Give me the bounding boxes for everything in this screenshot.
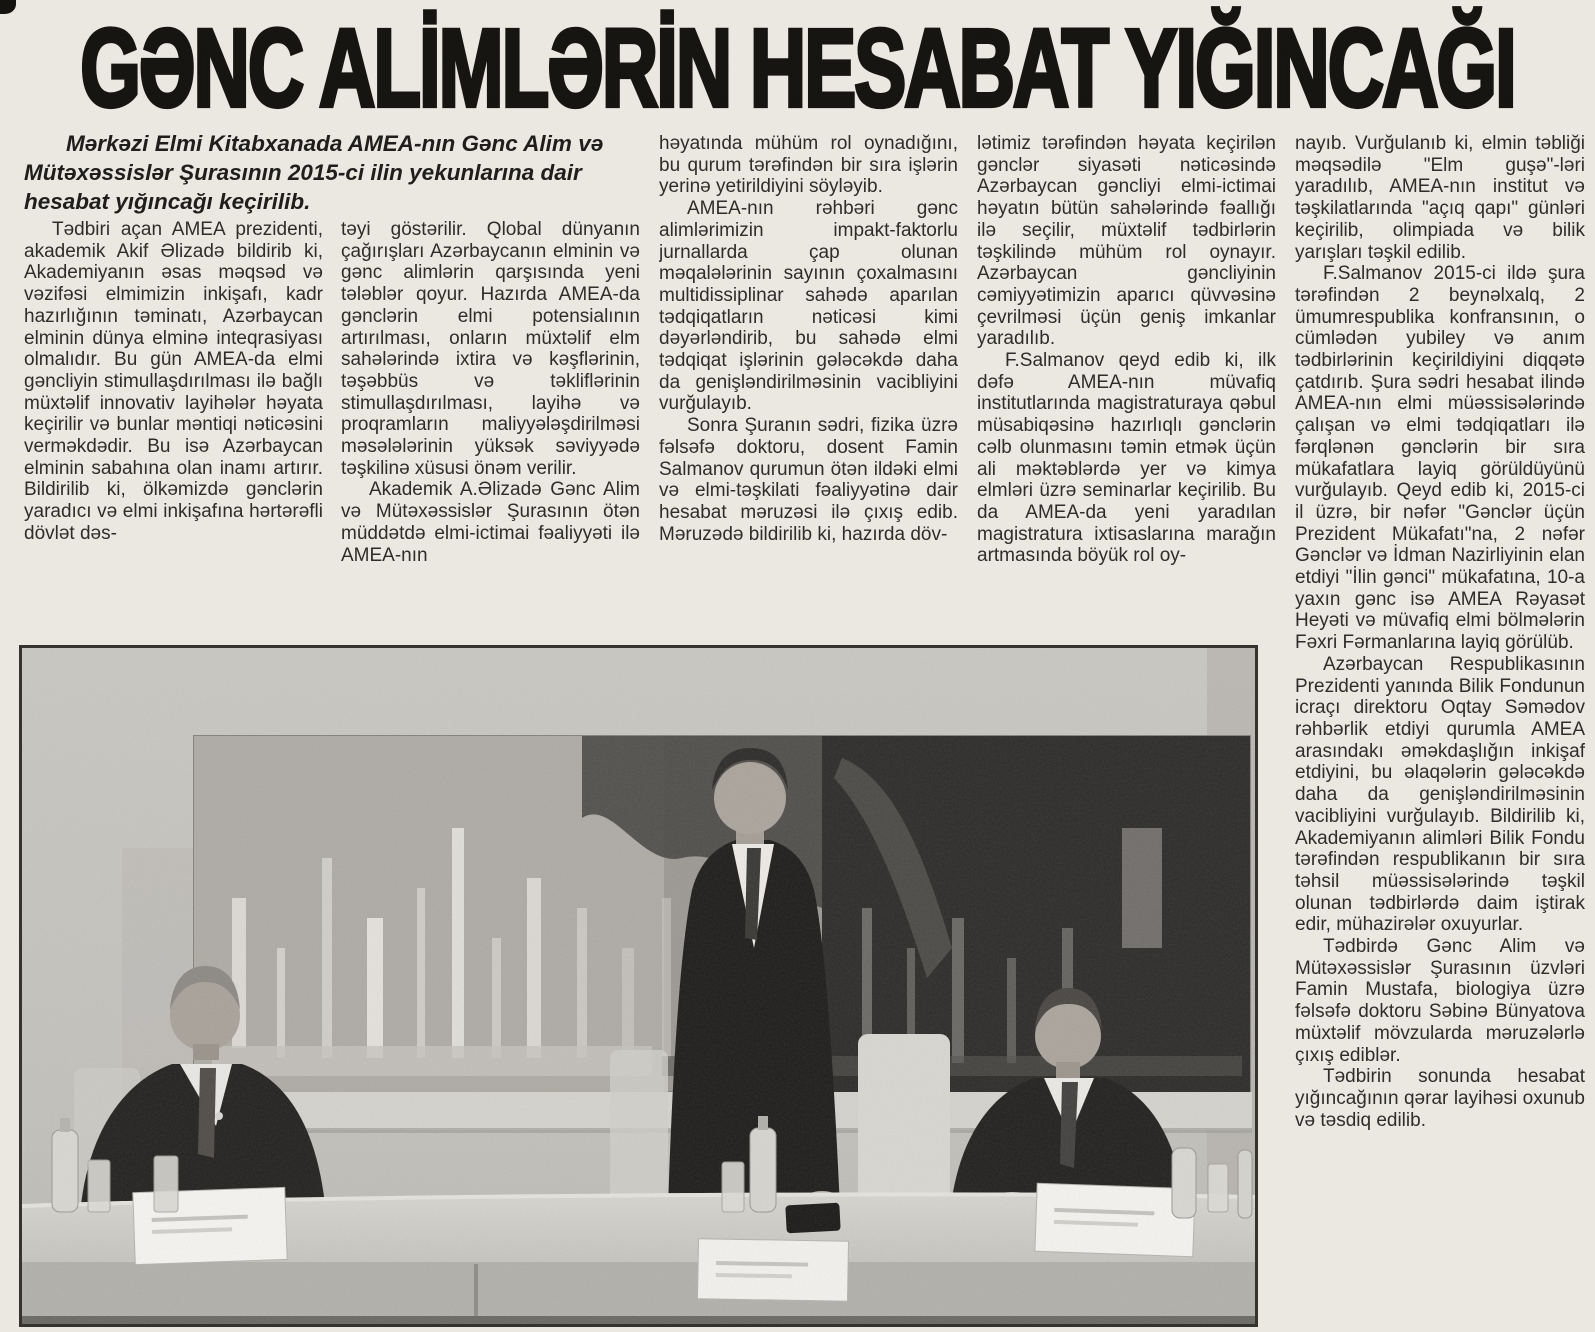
- article-paragraph: təyi göstərilir. Qlobal dünyanın çağırışları Azərbaycanın elminin və gənc alimlərin qarşısında yeni tələblər qoyur. Hazırda AMEA-da gənclərin elmi potensialının artırılması, onların müxtəlif elm sahələrində ixtira və kəşflərinin, təşəbbüs və təkliflərinin stimullaşdırılması, layihə və proqramların maliyyələşdirilməsi məsələlərinin yüksək səviyyədə təşkilinə xüsusi önəm verilir.: [341, 219, 640, 479]
- article-paragraph: Sonra Şuranın sədri, fizika üzrə fəlsəfə doktoru, dosent Famin Salmanov qurumun ötən ildəki elmi və elmi-təşkilati fəaliyyətinə dair hesabat məruzəsi ilə çıxış edib. Məruzədə bildirilib ki, hazırda döv-: [659, 415, 958, 545]
- article-column-2: [341, 219, 640, 633]
- article-paragraph: F.Salmanov 2015-ci ildə şura tərəfindən 2 beynəlxalq, 2 ümumrespublika konfransının, o cümlədən yubiley və anım tədbirlərinin keçirildiyini diqqətə çatdırıb. Şura sədri hesabat ilində AMEA-nın elmi müəssisələrində çalışan və elmi tədqiqatları ilə fərqlənən gənclərin bir sıra mükafatlara layiq görüldüyünü vurğulayıb. Qeyd edib ki, 2015-ci il üzrə, bir nəfər "Gənclər üçün Prezident Mükafatı"na, 2 nəfər Gənclər və İdman Nazirliyinin elan etdiyi "İlin gənci" mükafatına, 10-a yaxın gənc isə AMEA Rəyasət Heyəti və müvafiq elmi bölmələrin Fəxri Fərmanlarına layiq görülüb.: [1295, 263, 1585, 654]
- photo-grain-overlay: [22, 648, 1255, 1324]
- article-paragraph: nayıb. Vurğulanıb ki, elmin təbliği məqsədilə "Elm guşə"-ləri yaradılıb, AMEA-nın institut və təşkilatlarında "açıq qapı" günləri keçirilib, olimpiada və bilik yarışları təşkil edilib.: [1295, 133, 1585, 263]
- article-paragraph: F.Salmanov qeyd edib ki, ilk dəfə AMEA-nın müvafiq institutlarında magistraturaya qəbul müsabiqəsinə hazırlıqlı gənclərin cəlb olunmasını təmin etmək üçün ali məktəblərdə yer və kimya elmləri üzrə seminarlar keçirilib. Bu da AMEA-da yeni yaradılan magistratura ixtisaslarına marağın artmasında böyük rol oy-: [977, 350, 1276, 567]
- article-paragraph: Tədbirdə Gənc Alim və Mütəxəssislər Şurasının üzvləri Famin Mustafa, biologiya üzrə fəlsəfə doktoru Səbinə Bünyatova müxtəlif mövzularda məruzələrlə çıxış ediblər.: [1295, 936, 1585, 1066]
- article-photo: [22, 648, 1255, 1324]
- article-paragraph: Tədbirin sonunda hesabat yığıncağının qərar layihəsi oxunub və təsdiq edilib.: [1295, 1066, 1585, 1131]
- article-column-3: [659, 133, 958, 635]
- article-headline: GƏNC ALİMLƏRİN HESABAT YIĞINCAĞI: [80, 5, 1515, 131]
- article-paragraph: Tədbiri açan AMEA prezidenti, akademik Akif Əlizadə bildirib ki, Akademiyanın əsas məqsəd və vəzifəsi elmimizin inkişafı, kadr hazırlığının təminatı, Azərbaycan elminin dünya elminə inteqrasiyası olmalıdır. Bu gün AMEA-da elmi gəncliyin stimullaşdırılması ilə bağlı müxtəlif innovativ layihələr həyata keçirilir və bunlar məntiqi nəticəsini verməkdədir. Bu isə Azərbaycan elminin sabahına olan inamı artırır. Bildirilib ki, ölkəmizdə gənclərin yaradıcı və elmi inkişafına hərtərəfli dövlət dəs-: [24, 219, 323, 544]
- conference-photo-illustration: [22, 648, 1255, 1324]
- article-column-1: [24, 219, 323, 633]
- article-paragraph: AMEA-nın rəhbəri gənc alimlərimizin impakt-faktorlu jurnallarda çap olunan məqalələrinin sayının çoxalmasını multidissiplinar sahədə aparılan tədqiqatların nəticəsi kimi dəyərləndirib, bu sahədə elmi tədqiqat işlərinin gələcəkdə daha da genişləndirilməsinin vacibliyini vurğulayıb.: [659, 198, 958, 415]
- article-column-4: [977, 133, 1276, 635]
- article-paragraph: həyatında mühüm rol oynadığını, bu qurum tərəfindən bir sıra işlərin yerinə yetirildiyini söyləyib.: [659, 133, 958, 198]
- article-column-5: [1295, 133, 1585, 1323]
- article-paragraph: Azərbaycan Respublikasının Prezidenti yanında Bilik Fondunun icraçı direktoru Oqtay Səmədov rəhbərlik etdiyi qurumla AMEA arasındakı əməkdaşlığın inkişaf etdiyini, bu əlaqələrin gələcəkdə daha da genişləndirilməsinin vacibliyini vurğulayıb. Bildirilib ki, Akademiyanın alimləri Bilik Fondu tərəfindən respublikanın bir sıra təhsil müəssisələrində təşkil olunan tədbirlərdə daim iştirak edir, mühazirələr oxuyurlar.: [1295, 653, 1585, 936]
- article-paragraph: lətimiz tərəfindən həyata keçirilən gənclər siyasəti nəticəsində Azərbaycan gəncliyi elmi-ictimai həyatın bütün sahələrində fəallığı ilə seçilir, müxtəlif tədbirlərin təşkilində mühüm rol oynayır. Azərbaycan gəncliyinin cəmiyyətimizin aparıcı qüvvəsinə çevrilməsi üçün geniş imkanlar yaradılıb.: [977, 133, 1276, 350]
- article-paragraph: Akademik A.Əlizadə Gənc Alim və Mütəxəssislər Şurasının ötən müddətdə elmi-ictimai fəaliyyəti ilə AMEA-nın: [341, 479, 640, 566]
- article-lede: Mərkəzi Elmi Kitabxanada AMEA-nın Gənc Alim və Mütəxəssislər Şurasının 2015-ci ilin yekunlarına dair hesabat yığıncağı keçirilib.: [24, 131, 604, 214]
